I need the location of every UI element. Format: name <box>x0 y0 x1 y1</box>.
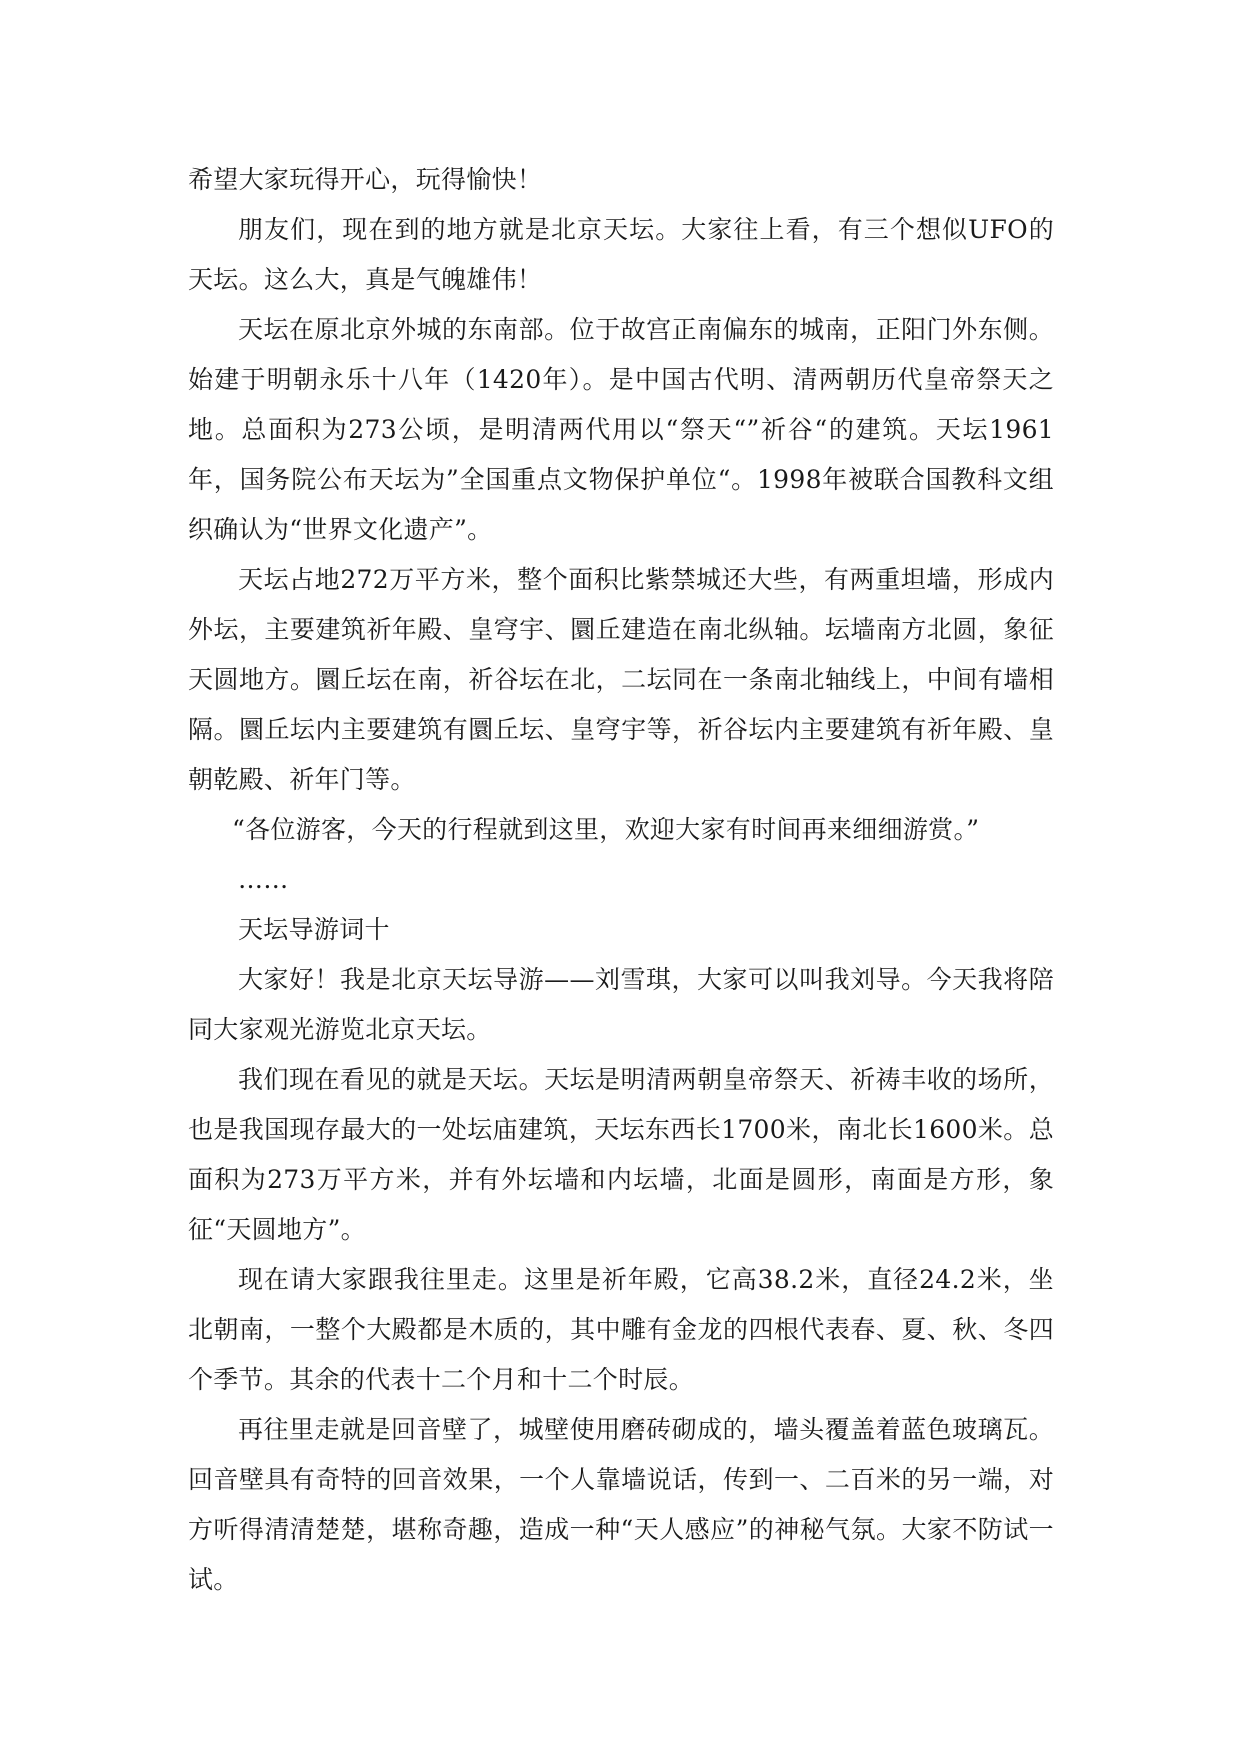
closing-quote: “各位游客，今天的行程就到这里，欢迎大家有时间再来细细游赏。” <box>232 815 980 844</box>
paragraph: 天坛在原北京外城的东南部。位于故宫正南偏东的城南，正阳门外东侧。始建于明朝永乐十八年（1420年）。是中国古代明、清两朝历代皇帝祭天之地。总面积为273公顷，是明清两代用以“祭天“”祈谷“的建筑。天坛1961年，国务院公布天坛为”全国重点文物保护单位“。1998年被联合国教科文组织确认为“世界文化遗产”。 <box>188 315 1054 544</box>
ellipsis-line: …… <box>238 865 289 894</box>
paragraph: 我们现在看见的就是天坛。天坛是明清两朝皇帝祭天、祈祷丰收的场所，也是我国现存最大的一处坛庙建筑，天坛东西长1700米，南北长1600米。总面积为273万平方米，并有外坛墙和内坛墙，北面是圆形，南面是方形，象征“天圆地方”。 <box>188 1065 1054 1244</box>
paragraph: 朋友们，现在到的地方就是北京天坛。大家往上看，有三个想似UFO的天坛。这么大，真是气魄雄伟！ <box>188 215 1054 294</box>
paragraph: 天坛占地272万平方米，整个面积比紫禁城还大些，有两重坦墙，形成内外坛，主要建筑祈年殿、皇穹宇、圜丘建造在南北纵轴。坛墙南方北圆，象征天圆地方。圜丘坛在南，祈谷坛在北，二坛同在一条南北轴线上，中间有墙相隔。圜丘坛内主要建筑有圜丘坛、皇穹宇等，祈谷坛内主要建筑有祈年殿、皇朝乾殿、祈年门等。 <box>188 565 1054 794</box>
section-heading: 天坛导游词十 <box>238 915 390 944</box>
paragraph: 希望大家玩得开心，玩得愉快！ <box>188 165 543 194</box>
paragraph: 现在请大家跟我往里走。这里是祈年殿，它高38.2米，直径24.2米，坐北朝南，一整个大殿都是木质的，其中雕有金龙的四根代表春、夏、秋、冬四个季节。其余的代表十二个月和十二个时辰。 <box>188 1265 1054 1394</box>
document-body <box>188 155 1054 1605</box>
paragraph: 再往里走就是回音壁了，城壁使用磨砖砌成的，墙头覆盖着蓝色玻璃瓦。回音壁具有奇特的回音效果，一个人靠墙说话，传到一、二百米的另一端，对方听得清清楚楚，堪称奇趣，造成一种“天人感应”的神秘气氛。大家不防试一试。 <box>188 1415 1054 1594</box>
paragraph: 大家好！我是北京天坛导游——刘雪琪，大家可以叫我刘导。今天我将陪同大家观光游览北京天坛。 <box>188 965 1054 1044</box>
